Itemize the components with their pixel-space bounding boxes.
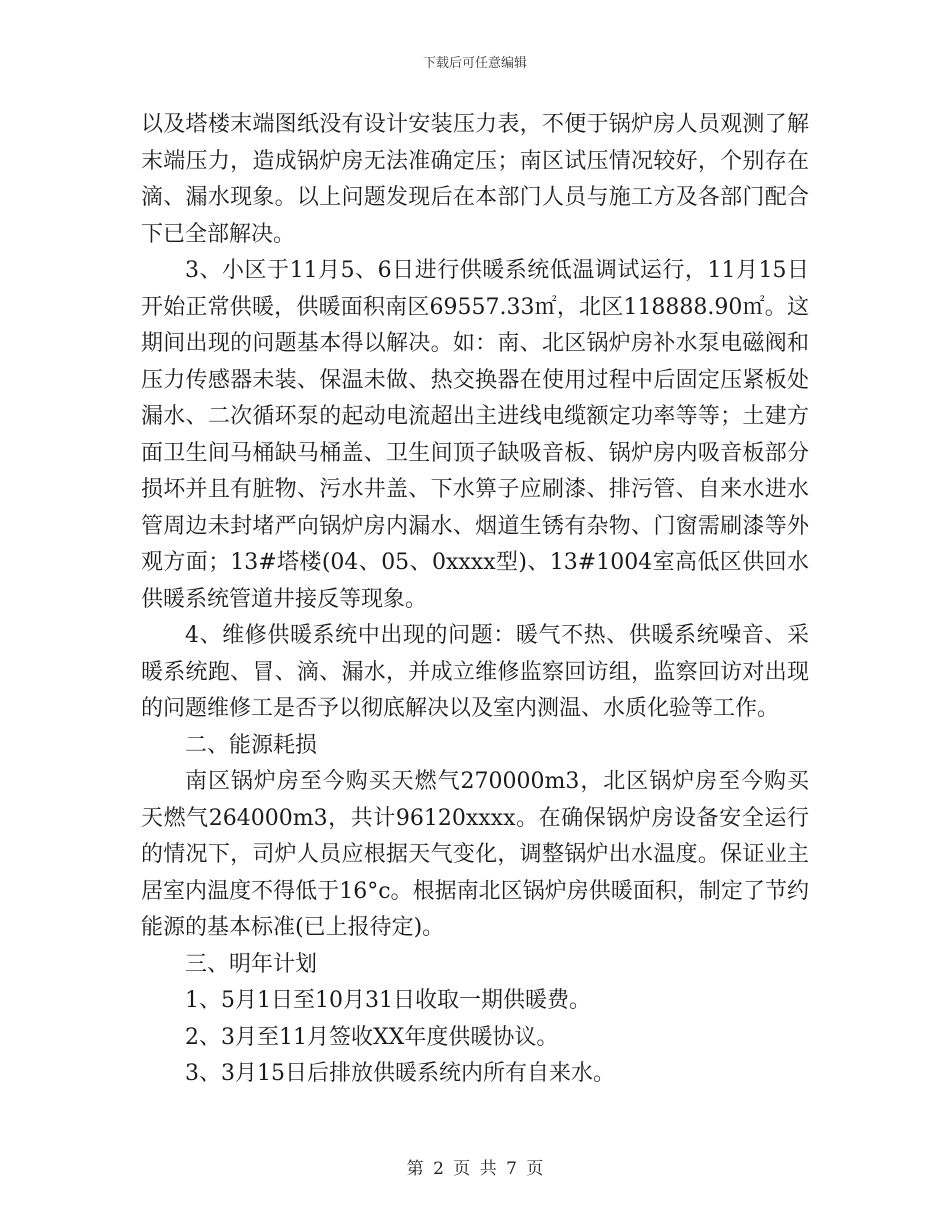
- section-heading-energy: 二、能源耗损: [185, 732, 318, 758]
- section-heading-next-year-plan: 三、明年计划: [185, 951, 318, 977]
- page-header: 下载后可任意编辑: [422, 56, 527, 71]
- paragraph-continued-pressure-issues: 以及塔楼末端图纸没有设计安装压力表，不便于锅炉房人员观测了解末端压力，造成锅炉房无法准确定压；南区试压情况较好，个别存在滴、漏水现象。以上问题发现后在本部门人员与施工方及各部门配合下已全部解决。: [141, 112, 809, 247]
- plan-item-1: 1、5月1日至10月31日收取一期供暖费。: [185, 988, 591, 1013]
- paragraph-item-4-maintenance: 4、维修供暖系统中出现的问题：暖气不热、供暖系统噪音、采暖系统跑、冒、滴、漏水，并成立维修监察回访组，监察回访对出现的问题维修工是否予以彻底解决以及室内测温、水质化验等工作。: [141, 623, 809, 721]
- page-number-footer: 第 2 页 共 7 页: [406, 1159, 544, 1179]
- paragraph-item-3-heating-trial: 3、小区于11月5、6日进行供暖系统低温调试运行，11月15日开始正常供暖，供暖面积南区69557.33㎡，北区118888.90㎡。这期间出现的问题基本得以解决。如：南、北区锅炉房补水泵电磁阀和压力传感器未装、保温未做、热交换器在使用过程中后固定压紧板处漏水、二次循环泵的起动电流超出主进线电缆额定功率等等；土建方面卫生间马桶缺马桶盖、卫生间顶子缺吸音板、锅炉房内吸音板部分损坏并且有脏物、污水井盖、下水箅子应刷漆、排污管、自来水进水管周边未封堵严向锅炉房内漏水、烟道生锈有杂物、门窗需刷漆等外观方面；13#塔楼(04、05、0xxxx型)、13#1004室高低区供回水供暖系统管道井接反等现象。: [141, 258, 809, 612]
- plan-item-3: 3、3月15日后排放供暖系统内所有自来水。: [185, 1061, 615, 1086]
- paragraph-energy-consumption: 南区锅炉房至今购买天燃气270000m3，北区锅炉房至今购买天燃气264000m3，共计96120xxxx。在确保锅炉房设备安全运行的情况下，司炉人员应根据天气变化，调整锅炉出水温度。保证业主居室内温度不得低于16°c。根据南北区锅炉房供暖面积，制定了节约能源的基本标准(已上报待定)。: [141, 769, 809, 940]
- document-body: [141, 107, 809, 1093]
- plan-item-2: 2、3月至11月签收XX年度供暖协议。: [185, 1024, 559, 1050]
